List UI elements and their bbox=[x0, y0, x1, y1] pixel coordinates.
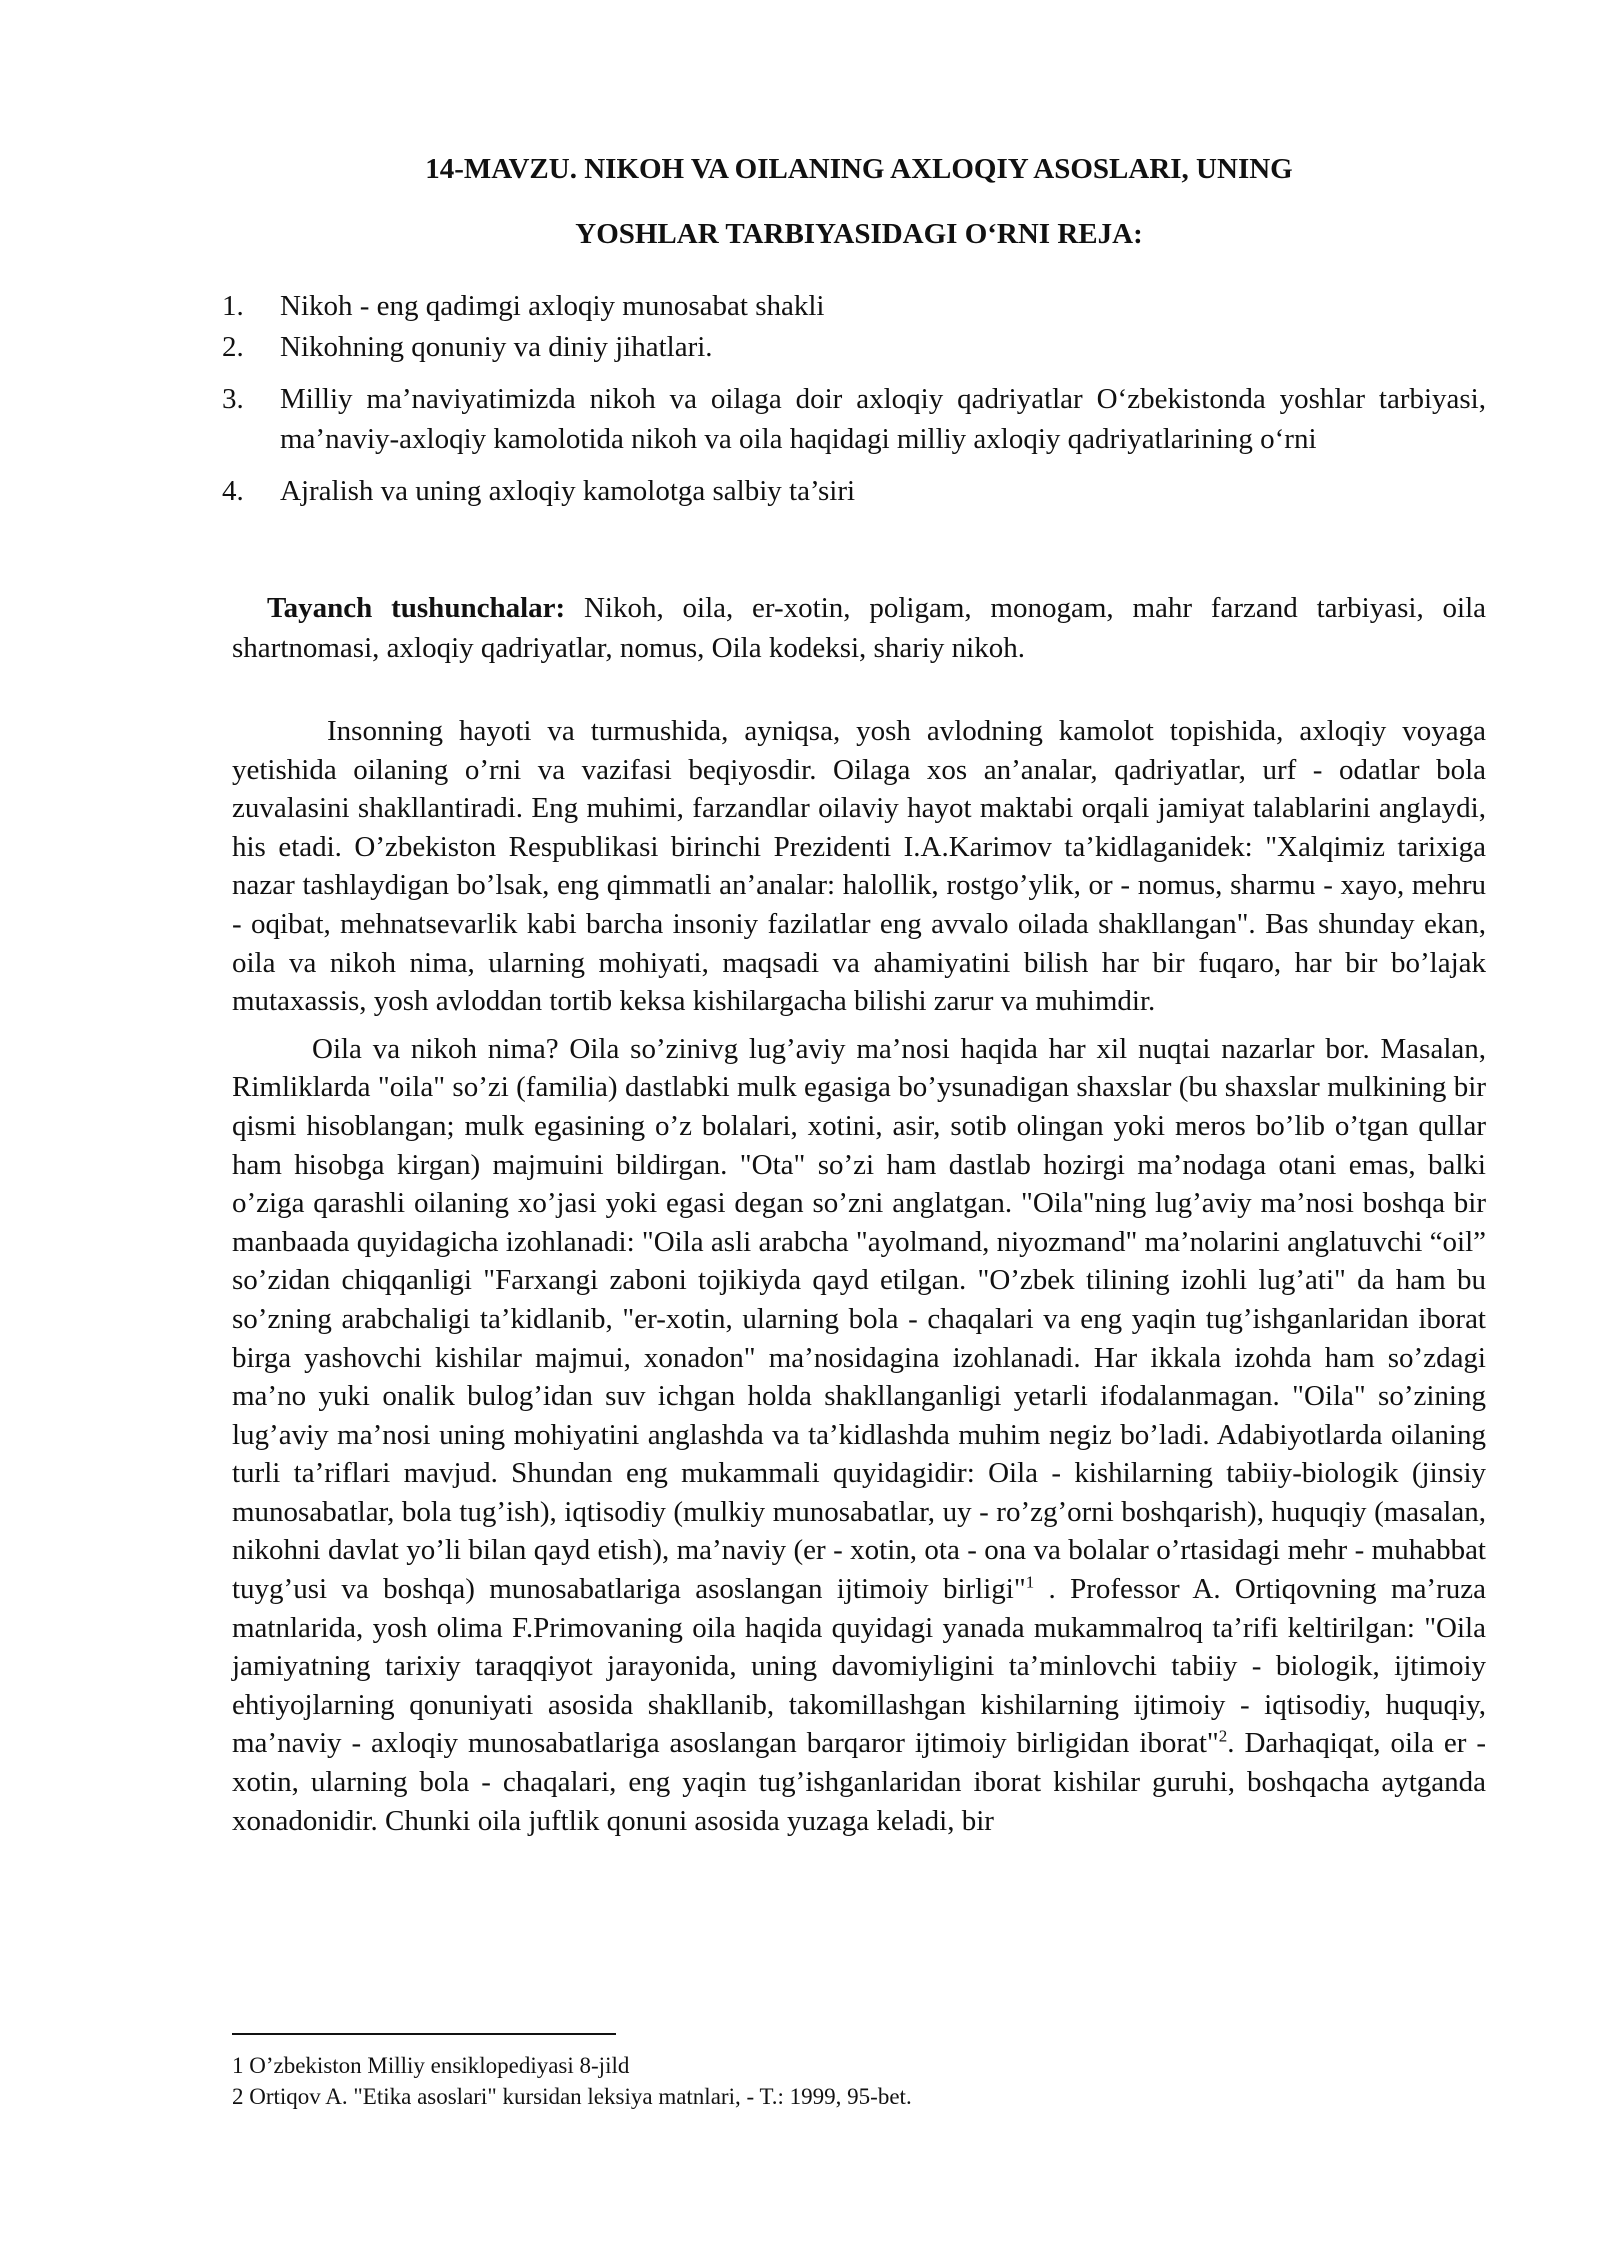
plan-list bbox=[222, 286, 1486, 511]
paragraph-2-part-c: . Darhaqiqat, oila er - xotin, ularning bola - chaqalari, eng yaqin tug’ishganlaridan iborat kishilar guruhi, boshqacha aytganda xonadonidir. Chunki oila juftlik qonuni asosida yuzaga keladi, bir bbox=[232, 1727, 1486, 1837]
plan-item-number: 1. bbox=[222, 290, 244, 322]
footnote-ref-2[interactable]: 2 bbox=[1218, 1726, 1228, 1746]
footnote-ref-1[interactable]: 1 bbox=[1025, 1572, 1035, 1592]
key-concepts-label: Tayanch tushunchalar: bbox=[267, 592, 566, 624]
paragraph-1: Insonning hayoti va turmushida, ayniqsa, yosh avlodning kamolot topishida, axloqiy voyaga yetishida oilaning o’rni va vazifasi beqiyosdir. Oilaga xos an’analar, qadriyatlar, urf - odatlar bola zuvalasini shakllantiradi. Eng muhimi, farzandlar oilaviy hayot maktabi orqali jamiyat talablarini anglaydi, his etadi. O’zbekiston Respublikasi birinchi Prezidenti I.A.Karimov ta’kidlaganidek: "Xalqimiz tarixiga nazar tashlaydigan bo’lsak, eng qimmatli an’analar: halollik, rostgo’ylik, or - nomus, sharmu - xayo, mehru - oqibat, mehnatsevarlik kabi barcha insoniy fazilatlar eng avvalo oilada shakllangan". Bas shunday ekan, oila va nikoh nima, ularning mohiyati, maqsadi va ahamiyatini bilish har bir fuqaro, har bir bo’lajak mutaxassis, yosh avloddan tortib keksa kishilargacha bilishi zarur va muhimdir. bbox=[232, 715, 1486, 1018]
plan-item-number: 2. bbox=[222, 331, 244, 363]
plan-item-4 bbox=[222, 471, 1486, 511]
plan-item-text: Nikohning qonuniy va diniy jihatlari. bbox=[280, 331, 713, 363]
plan-item-2 bbox=[222, 327, 1486, 367]
paragraph-2 bbox=[232, 1030, 1486, 1840]
document-title-line-1: 14-MAVZU. NIKOH VA OILANING AXLOQIY ASOSLARI, UNING bbox=[425, 153, 1293, 185]
paragraph-2-part-a: Oila va nikoh nima? Oila so’zinivg lug’aviy ma’nosi haqida har xil nuqtai nazarlar bor. Masalan, Rimliklarda "oila" so’zi (familia) dastlabki mulk egasiga bo’ysunadigan shaxslar (bu shaxslar mulkining bir qismi hisoblangan; mulk egasining o’z bolalari, xotini, asir, sotib olingan yoki meros bo’lib o’tgan qullar ham hisobga kirgan) majmuini bildirgan. "Ota" so’zi ham dastlab hozirgi ma’nodaga otani emas, balki o’ziga qarashli oilaning xo’jasi yoki egasi degan so’zni anglatgan. "Oila"ning lug’aviy ma’nosi boshqa bir manbaada quyidagicha izohlanadi: "Oila asli arabcha "ayolmand, niyozmand" ma’nolarini anglatuvchi “oil” so’zidan chiqqanligi "Farxangi zaboni tojikiyda qayd etilgan. "O’zbek tilining izohli lug’ati" da ham bu so’zning arabchaligi ta’kidlanib, "er-xotin, ularning bola - chaqalari va eng yaqin tug’ishganlaridan iborat birga yashovchi kishilar majmui, xonadon" ma’nosidagina izohlanadi. Har ikkala izohda ham so’zdagi ma’no yuki onalik bulog’idan suv ichgan holda shakllanganligi yetarli ifodalanmagan. "Oila" so’zining lug’aviy ma’nosi uning mohiyatini anglashda va ta’kidlashda muhim negiz bo’ladi. Adabiyotlarda oilaning turli ta’riflari mavjud. Shundan eng mukammali quyidagidir: Oila - kishilarning tabiiy-biologik (jinsiy munosabatlar, bola tug’ish), iqtisodiy (mulkiy munosabatlar, uy - ro’zg’orni boshqarish), huquqiy (masalan, nikohni davlat yo’li bilan qayd etish), ma’naviy (er - xotin, ota - ona va bolalar o’rtasidagi mehr - muhabbat tuyg’usi va boshqa) munosabatlariga asoslangan ijtimoiy birligi" bbox=[232, 1032, 1486, 1606]
body-text bbox=[232, 712, 1486, 1840]
key-concepts bbox=[232, 588, 1486, 668]
paragraph-2-part-b: . Professor A. Ortiqovning ma’ruza matnlarida, yosh olima F.Primovaning oila haqida quyidagi yanada mukammalroq ta’rifi keltirilgan: "Oila jamiyatning tarixiy taraqqiyot jarayonida, uning davomiyligini ta’minlovchi tabiiy - biologik, ijtimoiy ehtiyojlarning qonuniyati asosida shakllanib, takomillashgan kishilarning ijtimoiy - iqtisodiy, huquqiy, ma’naviy - axloqiy munosabatlariga asoslangan barqaror ijtimoiy birligidan iborat" bbox=[232, 1573, 1486, 1760]
document-title-line-2: YOSHLAR TARBIYASIDAGI O‘RNI REJA: bbox=[575, 218, 1143, 250]
footnote-2: 2 Ortiqov A. "Etika asoslari" kursidan leksiya matnlari, - T.: 1999, 95-bet. bbox=[232, 2084, 912, 2109]
plan-item-1 bbox=[222, 286, 1486, 326]
plan-item-number: 3. bbox=[222, 383, 244, 415]
footnote-1: 1 O’zbekiston Milliy ensiklopediyasi 8-jild bbox=[232, 2053, 630, 2078]
plan-item-3 bbox=[222, 379, 1486, 459]
plan-item-text: Milliy ma’naviyatimizda nikoh va oilaga doir axloqiy qadriyatlar O‘zbekistonda yoshlar tarbiyasi, ma’naviy-axloqiy kamolotida nikoh va oila haqidagi milliy axloqiy qadriyatlarining o‘rni bbox=[280, 383, 1486, 455]
footnote-separator bbox=[232, 2033, 616, 2035]
plan-item-number: 4. bbox=[222, 475, 244, 507]
key-concepts-text: Nikoh, oila, er-xotin, poligam, monogam, mahr farzand tarbiyasi, oila shartnomasi, axloqiy qadriyatlar, nomus, Oila kodeksi, shariy nikoh. bbox=[232, 592, 1486, 664]
plan-item-text: Ajralish va uning axloqiy kamolotga salbiy ta’siri bbox=[280, 475, 856, 507]
plan-item-text: Nikoh - eng qadimgi axloqiy munosabat shakli bbox=[280, 290, 825, 322]
